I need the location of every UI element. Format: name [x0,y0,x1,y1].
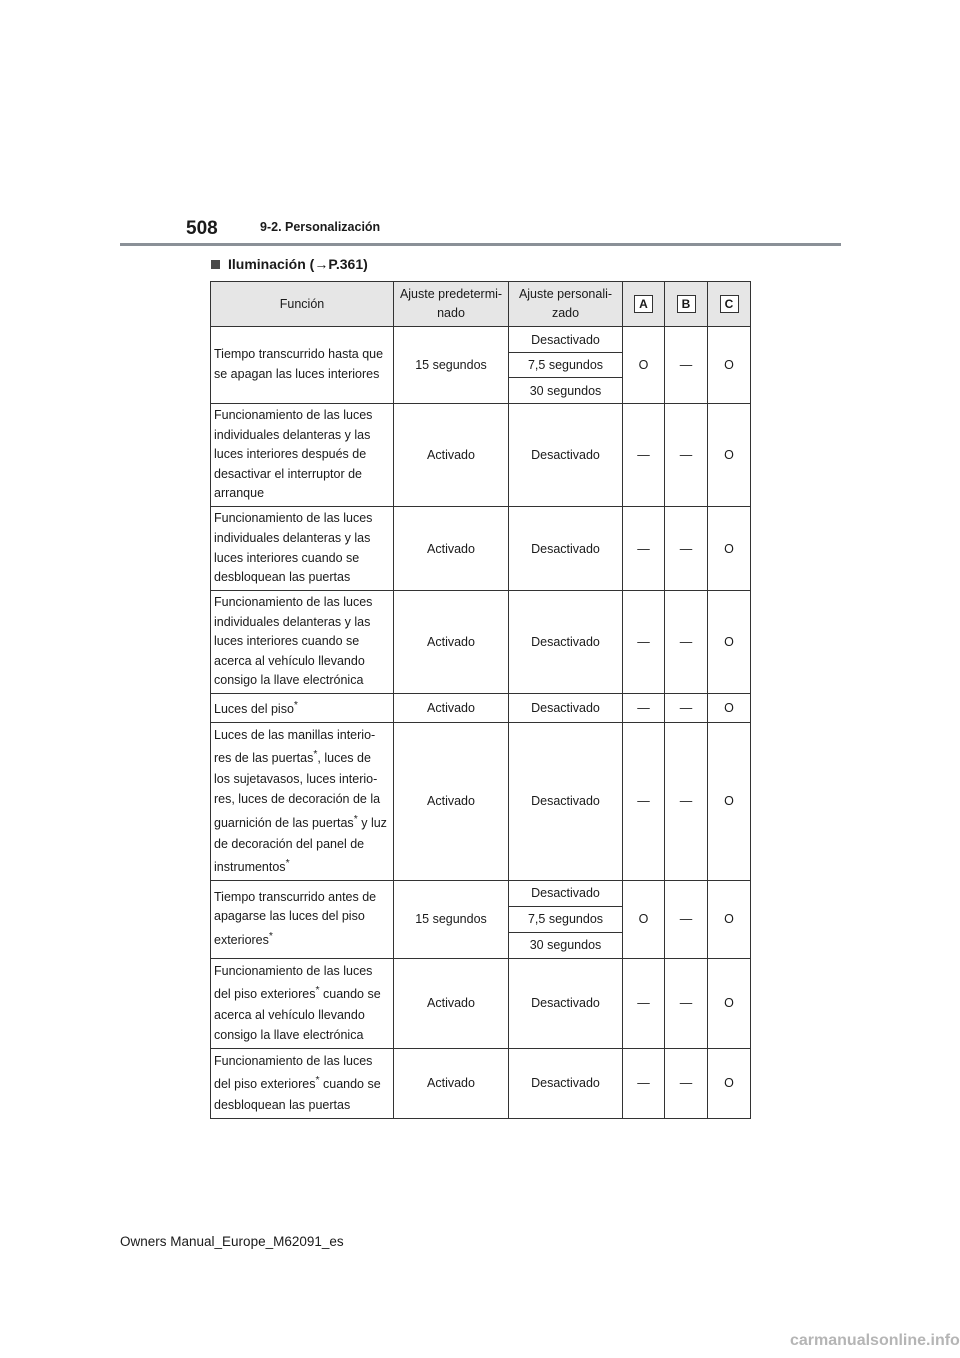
cell-custom: 30 segundos [509,378,623,404]
square-bullet-icon [211,260,220,269]
header-b [665,282,708,327]
footnote-marker: * [313,749,318,761]
cell-c: O [708,1048,751,1118]
badge-a: A [634,295,653,313]
table-row [211,404,751,507]
header-c [708,282,751,327]
cell-b: — [665,722,708,880]
table-row [211,694,751,723]
cell-b: — [665,507,708,591]
header-rule [120,243,841,246]
cell-c: O [708,958,751,1048]
settings-table [210,281,751,1119]
cell-b: — [665,591,708,694]
watermark: carmanualsonline.info [790,1332,960,1349]
cell-custom: 30 segundos [509,932,623,958]
footnote-marker: * [293,700,298,711]
cell-a: — [623,958,665,1048]
section-title: 9-2. Personalización [260,220,381,234]
header-default: Ajuste predetermi- nado [394,282,509,327]
footnote-marker: * [268,930,273,942]
cell-a: O [623,327,665,404]
cell-b: — [665,958,708,1048]
cell-function: Tiempo transcurrido antes de apagarse las luces del piso exteriores* [211,880,394,958]
header-a [623,282,665,327]
cell-custom: Desactivado [509,1048,623,1118]
cell-function: Luces de las manillas interio- res de las puertas*, luces de los sujetavasos, luces interio- res, luces de decoración de la guarnición de las puertas* y luz de decoración del panel de instrumentos* [211,722,394,880]
cell-a: — [623,1048,665,1118]
cell-a: — [623,694,665,723]
cell-function: Funcionamiento de las luces individuales delanteras y las luces interiores cuando se acerca al vehículo llevando consigo la llave electrónica [211,591,394,694]
cell-function: Funcionamiento de las luces del piso exteriores* cuando se acerca al vehículo llevando consigo la llave electrónica [211,958,394,1048]
cell-c: O [708,694,751,723]
cell-custom: Desactivado [509,722,623,880]
cell-c: O [708,880,751,958]
cell-c: O [708,507,751,591]
footnote-marker: * [285,858,290,870]
cell-c: O [708,722,751,880]
cell-function: Luces del piso* [211,694,394,723]
cell-b: — [665,880,708,958]
cell-default: Activado [394,404,509,507]
page-number: 508 [186,218,218,239]
heading-ref-link[interactable]: P.361) [328,256,368,272]
footer-manual-id: Owners Manual_Europe_M62091_es [120,1234,344,1249]
cell-default: Activado [394,722,509,880]
cell-a: — [623,591,665,694]
cell-custom: Desactivado [509,958,623,1048]
heading-prefix: Iluminación ( [228,256,315,272]
cell-function: Funcionamiento de las luces individuales delanteras y las luces interiores cuando se desbloquean las puertas [211,507,394,591]
table-row [211,880,751,906]
footnote-marker: * [315,1075,320,1087]
header-funcion: Función [211,282,394,327]
table-row [211,958,751,1048]
cell-a: — [623,404,665,507]
badge-c: C [720,295,739,313]
cell-b: — [665,327,708,404]
cell-custom: Desactivado [509,694,623,723]
cell-default: 15 segundos [394,327,509,404]
cell-b: — [665,1048,708,1118]
cell-custom: Desactivado [509,327,623,353]
cell-c: O [708,591,751,694]
cell-custom: 7,5 segundos [509,353,623,378]
cell-default: Activado [394,507,509,591]
cell-default: Activado [394,694,509,723]
cell-c: O [708,327,751,404]
section-heading [211,256,368,272]
badge-b: B [677,295,696,313]
cell-a: — [623,507,665,591]
cell-c: O [708,404,751,507]
table-row [211,591,751,694]
cell-a: O [623,880,665,958]
cell-custom: Desactivado [509,880,623,906]
footnote-marker: * [315,985,320,997]
cell-default: Activado [394,591,509,694]
cell-custom: Desactivado [509,507,623,591]
table-row [211,507,751,591]
cell-b: — [665,694,708,723]
table-row [211,722,751,880]
cell-custom: Desactivado [509,591,623,694]
table-row [211,1048,751,1118]
cell-function: Funcionamiento de las luces del piso exteriores* cuando se desbloquean las puertas [211,1048,394,1118]
cell-b: — [665,404,708,507]
footnote-marker: * [353,813,358,825]
cell-a: — [623,722,665,880]
cell-default: Activado [394,958,509,1048]
cell-custom: 7,5 segundos [509,906,623,932]
arrow-icon: → [314,256,329,272]
cell-function: Tiempo transcurrido hasta que se apagan las luces interiores [211,327,394,404]
cell-function: Funcionamiento de las luces individuales delanteras y las luces interiores después de desactivar el interruptor de arranque [211,404,394,507]
table-header-row [211,282,751,327]
table-row [211,327,751,353]
cell-default: 15 segundos [394,880,509,958]
cell-custom: Desactivado [509,404,623,507]
cell-default: Activado [394,1048,509,1118]
header-custom: Ajuste personali- zado [509,282,623,327]
